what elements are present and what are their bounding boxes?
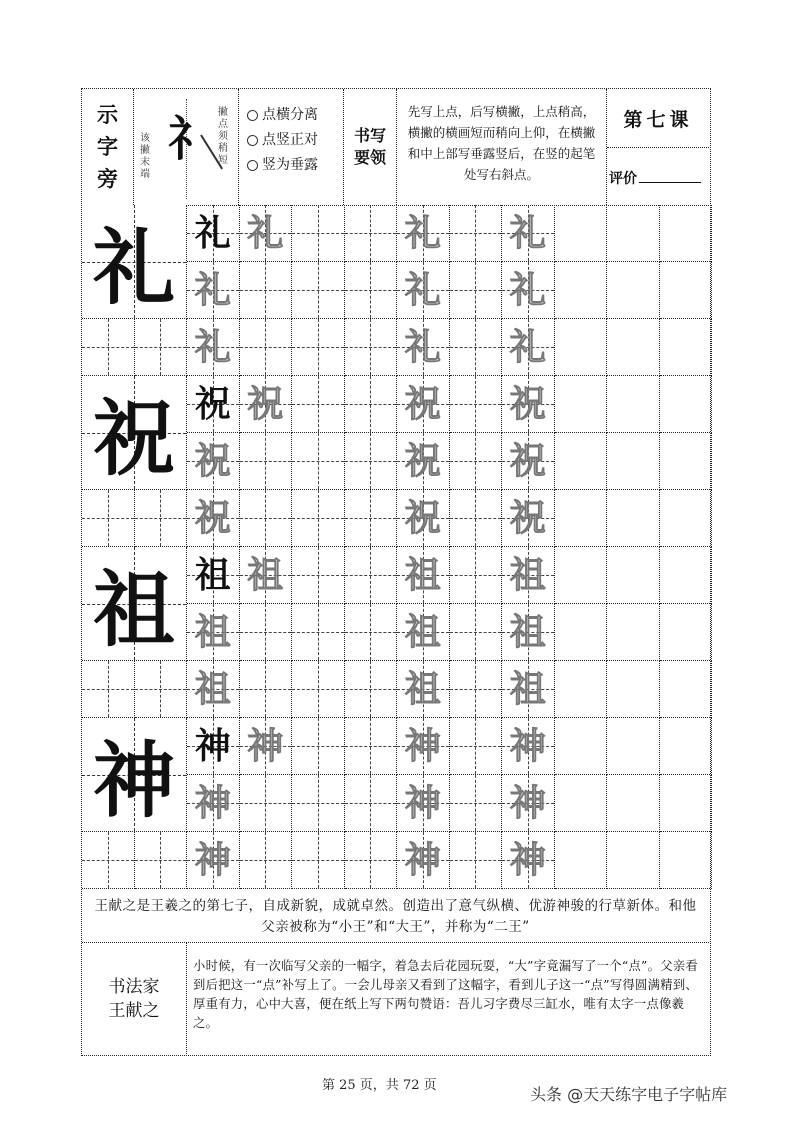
- practice-cell[interactable]: [345, 661, 398, 718]
- practice-cell[interactable]: [345, 490, 398, 547]
- practice-cell[interactable]: [555, 490, 608, 547]
- practice-cell[interactable]: [397, 376, 450, 433]
- practice-cell[interactable]: [397, 718, 450, 775]
- trace-character: 神: [247, 724, 284, 767]
- practice-cell[interactable]: [607, 832, 660, 889]
- practice-cell[interactable]: [292, 775, 345, 832]
- practice-cell[interactable]: [450, 205, 503, 262]
- practice-cell[interactable]: [187, 832, 240, 889]
- practice-cell[interactable]: [555, 205, 608, 262]
- calligrapher-intro: 王献之是王羲之的第七子，自成新貌，成就卓然。创造出了意气纵横、优游神骏的行草新体。和他父亲被称为“小王”和“大王”，并称为“二王”: [82, 889, 709, 943]
- trace-character: 祖: [404, 610, 441, 653]
- practice-cell[interactable]: [607, 205, 660, 262]
- practice-cell[interactable]: [502, 832, 555, 889]
- practice-cell[interactable]: [187, 433, 240, 490]
- practice-cell[interactable]: [135, 661, 188, 718]
- practice-cell[interactable]: [397, 604, 450, 661]
- practice-cell[interactable]: [397, 262, 450, 319]
- practice-cell[interactable]: [187, 376, 240, 433]
- practice-cell[interactable]: [397, 205, 450, 262]
- practice-cell[interactable]: [135, 832, 188, 889]
- lesson-title: 第七课: [607, 89, 709, 148]
- model-character: 祖: [92, 562, 175, 658]
- practice-cell[interactable]: [660, 205, 713, 262]
- trace-character: 祖: [509, 553, 546, 596]
- practice-cell[interactable]: [292, 433, 345, 490]
- trace-character: 礼: [509, 325, 546, 368]
- worksheet-header: [82, 89, 709, 206]
- practice-cell[interactable]: [502, 604, 555, 661]
- practice-cell[interactable]: [502, 433, 555, 490]
- practice-cell[interactable]: [397, 433, 450, 490]
- example-character: 祖: [194, 553, 231, 596]
- practice-cell[interactable]: [345, 547, 398, 604]
- practice-cell[interactable]: [607, 433, 660, 490]
- trace-character: 神: [404, 781, 441, 824]
- watermark: 头条 @天天练字电子字帖库: [530, 1085, 728, 1104]
- bio-label-line: 书法家: [108, 976, 160, 997]
- model-character: 祝: [92, 391, 175, 487]
- practice-cell[interactable]: [240, 262, 293, 319]
- trace-character: 祝: [194, 496, 231, 539]
- practice-cell[interactable]: [345, 433, 398, 490]
- practice-cell[interactable]: [345, 376, 398, 433]
- trace-character: 神: [509, 781, 546, 824]
- tip-text: 竖为垂露: [262, 157, 318, 173]
- practice-cell[interactable]: [397, 547, 450, 604]
- practice-cell[interactable]: [240, 490, 293, 547]
- practice-cell[interactable]: [345, 775, 398, 832]
- practice-cell[interactable]: [555, 661, 608, 718]
- practice-cell[interactable]: [397, 775, 450, 832]
- practice-cell[interactable]: [660, 775, 713, 832]
- model-character: 神: [92, 733, 175, 829]
- practice-cell[interactable]: [397, 832, 450, 889]
- practice-cell[interactable]: [502, 661, 555, 718]
- practice-cell[interactable]: [397, 490, 450, 547]
- practice-cell[interactable]: [607, 775, 660, 832]
- practice-cell[interactable]: [555, 376, 608, 433]
- trace-character: 神: [509, 838, 546, 881]
- practice-cell[interactable]: [135, 490, 188, 547]
- circle-bullet-icon: [247, 110, 258, 121]
- practice-cell[interactable]: [660, 433, 713, 490]
- practice-cell[interactable]: [240, 775, 293, 832]
- practice-cell[interactable]: [240, 718, 293, 775]
- radical-name-char: 字: [97, 134, 118, 159]
- practice-cell[interactable]: [240, 319, 293, 376]
- practice-cell[interactable]: [502, 775, 555, 832]
- practice-cell[interactable]: [502, 718, 555, 775]
- writing-tips: [239, 89, 344, 205]
- model-character-cell: [82, 376, 187, 490]
- practice-cell[interactable]: [240, 547, 293, 604]
- practice-cell[interactable]: [82, 661, 135, 718]
- trace-character: 礼: [509, 268, 546, 311]
- trace-character: 祝: [404, 496, 441, 539]
- trace-character: 祖: [404, 667, 441, 710]
- trace-character: 礼: [194, 268, 231, 311]
- practice-cell[interactable]: [292, 376, 345, 433]
- trace-character: 祖: [509, 667, 546, 710]
- radical-name: [82, 89, 134, 205]
- trace-character: 神: [404, 838, 441, 881]
- practice-cell[interactable]: [607, 319, 660, 376]
- practice-cell[interactable]: [397, 661, 450, 718]
- practice-cell[interactable]: [555, 832, 608, 889]
- practice-cell[interactable]: [555, 547, 608, 604]
- practice-cell[interactable]: [292, 205, 345, 262]
- practice-cell[interactable]: [502, 319, 555, 376]
- practice-cell[interactable]: [502, 547, 555, 604]
- radical-glyph: 礻: [168, 111, 217, 167]
- bio-label-line: 王献之: [108, 1000, 160, 1021]
- radical-name-char: 示: [97, 102, 118, 127]
- radical-note-right: 撇点须稍短: [218, 107, 228, 166]
- practice-cell[interactable]: [135, 319, 188, 376]
- practice-cell[interactable]: [555, 718, 608, 775]
- page-number: 第 25 页，共 72 页: [322, 1078, 437, 1093]
- practice-cell[interactable]: [345, 262, 398, 319]
- practice-cell[interactable]: [450, 604, 503, 661]
- practice-cell[interactable]: [292, 547, 345, 604]
- practice-cell[interactable]: [187, 205, 240, 262]
- trace-character: 祝: [404, 382, 441, 425]
- practice-cell[interactable]: [660, 604, 713, 661]
- practice-cell[interactable]: [607, 661, 660, 718]
- bio-label: [82, 943, 187, 1054]
- practice-cell[interactable]: [607, 604, 660, 661]
- practice-cell[interactable]: [82, 490, 135, 547]
- trace-character: 祝: [194, 439, 231, 482]
- practice-cell[interactable]: [450, 547, 503, 604]
- practice-cell[interactable]: [240, 832, 293, 889]
- practice-cell[interactable]: [187, 547, 240, 604]
- tip-text: 点横分离: [262, 107, 318, 123]
- practice-cell[interactable]: [292, 490, 345, 547]
- tip-item: [247, 128, 343, 153]
- practice-cell[interactable]: [240, 604, 293, 661]
- trace-character: 神: [509, 724, 546, 767]
- radical-note-left: 该撇末端: [140, 133, 150, 180]
- practice-cell[interactable]: [607, 490, 660, 547]
- trace-character: 祖: [194, 667, 231, 710]
- practice-cell[interactable]: [450, 718, 503, 775]
- practice-cell[interactable]: [607, 262, 660, 319]
- practice-cell[interactable]: [450, 376, 503, 433]
- practice-cell[interactable]: [240, 433, 293, 490]
- practice-cell[interactable]: [450, 262, 503, 319]
- evaluation-label: 评价: [609, 171, 637, 187]
- practice-cell[interactable]: [555, 433, 608, 490]
- trace-character: 神: [194, 781, 231, 824]
- model-character: 礼: [92, 220, 175, 316]
- practice-cell[interactable]: [660, 661, 713, 718]
- trace-character: 神: [194, 838, 231, 881]
- trace-character: 礼: [404, 325, 441, 368]
- trace-character: 礼: [509, 211, 546, 254]
- example-character: 礼: [194, 211, 231, 254]
- bio-story: 小时候，有一次临写父亲的一幅字，着急去后花园玩耍，“大”字竟漏写了一个“点”。父亲看到后把这一“点”补写上了。一会儿母亲又看到了这幅字，看到儿子这一“点”写得圆满精到、厚重有力，心中大喜，便在纸上写下两句赞语：吾儿习字费尽三缸水，唯有太字一点像羲之。: [193, 959, 699, 1030]
- trace-character: 礼: [247, 211, 284, 254]
- trace-character: 礼: [404, 268, 441, 311]
- model-character-cell: [82, 547, 187, 661]
- evaluation-blank[interactable]: [639, 182, 701, 183]
- practice-cell[interactable]: [555, 604, 608, 661]
- practice-cell[interactable]: [660, 376, 713, 433]
- practice-cell[interactable]: [187, 661, 240, 718]
- practice-cell[interactable]: [450, 319, 503, 376]
- practice-cell[interactable]: [660, 718, 713, 775]
- practice-cell[interactable]: [450, 832, 503, 889]
- practice-cell[interactable]: [292, 661, 345, 718]
- key-label-line: 要领: [353, 148, 386, 167]
- lesson-box: [607, 89, 709, 205]
- practice-cell[interactable]: [555, 319, 608, 376]
- practice-cell[interactable]: [82, 832, 135, 889]
- practice-cell[interactable]: [187, 319, 240, 376]
- radical-name-char: 旁: [97, 166, 118, 191]
- trace-character: 神: [404, 724, 441, 767]
- practice-cell[interactable]: [187, 604, 240, 661]
- practice-cell[interactable]: [660, 490, 713, 547]
- evaluation-field: [607, 148, 709, 188]
- practice-cell[interactable]: [502, 262, 555, 319]
- practice-cell[interactable]: [345, 718, 398, 775]
- practice-cell[interactable]: [187, 775, 240, 832]
- practice-cell[interactable]: [660, 319, 713, 376]
- practice-cell[interactable]: [450, 433, 503, 490]
- practice-cell[interactable]: [555, 262, 608, 319]
- radical-diagram: [134, 89, 239, 205]
- practice-cell[interactable]: [450, 490, 503, 547]
- practice-cell[interactable]: [240, 205, 293, 262]
- trace-character: 祖: [404, 553, 441, 596]
- model-character-cell: [82, 718, 187, 832]
- tip-text: 点竖正对: [262, 132, 318, 148]
- tip-item: [247, 103, 343, 128]
- practice-cell[interactable]: [555, 775, 608, 832]
- trace-character: 祝: [404, 439, 441, 482]
- circle-bullet-icon: [247, 135, 258, 146]
- practice-cell[interactable]: [607, 376, 660, 433]
- trace-character: 祖: [247, 553, 284, 596]
- trace-character: 祝: [509, 382, 546, 425]
- practice-cell[interactable]: [292, 604, 345, 661]
- example-character: 神: [194, 724, 231, 767]
- trace-character: 祖: [194, 610, 231, 653]
- practice-cell[interactable]: [607, 718, 660, 775]
- practice-cell[interactable]: [187, 262, 240, 319]
- practice-cell[interactable]: [345, 832, 398, 889]
- trace-character: 礼: [404, 211, 441, 254]
- practice-cell[interactable]: [450, 661, 503, 718]
- practice-cell[interactable]: [660, 262, 713, 319]
- practice-cell[interactable]: [502, 376, 555, 433]
- trace-character: 祖: [509, 610, 546, 653]
- trace-character: 祝: [247, 382, 284, 425]
- practice-cell[interactable]: [292, 718, 345, 775]
- practice-cell[interactable]: [292, 262, 345, 319]
- trace-character: 礼: [194, 325, 231, 368]
- practice-cell[interactable]: [607, 547, 660, 604]
- worksheet: [81, 88, 711, 1056]
- practice-cell[interactable]: [502, 490, 555, 547]
- practice-cell[interactable]: [345, 205, 398, 262]
- practice-cell[interactable]: [345, 319, 398, 376]
- practice-grid: [82, 205, 709, 889]
- practice-cell[interactable]: [502, 205, 555, 262]
- practice-cell[interactable]: [397, 319, 450, 376]
- practice-cell[interactable]: [187, 490, 240, 547]
- practice-cell[interactable]: [345, 604, 398, 661]
- model-character-cell: [82, 205, 187, 319]
- practice-cell[interactable]: [240, 376, 293, 433]
- practice-cell[interactable]: [660, 832, 713, 889]
- practice-cell[interactable]: [187, 718, 240, 775]
- practice-cell[interactable]: [292, 319, 345, 376]
- writing-key-label: [344, 89, 397, 205]
- practice-cell[interactable]: [660, 547, 713, 604]
- trace-character: 祝: [509, 439, 546, 482]
- practice-cell[interactable]: [450, 775, 503, 832]
- practice-cell[interactable]: [292, 832, 345, 889]
- tip-item: [247, 153, 343, 178]
- practice-cell[interactable]: [240, 661, 293, 718]
- practice-cell[interactable]: [82, 319, 135, 376]
- writing-description: 先写上点，后写横撇，上点稍高，横撇的横画短而稍向上仰，在横撇和中上部写垂露竖后，在竖的起笔处写右斜点。: [397, 89, 607, 205]
- key-label-line: 书写: [353, 126, 386, 145]
- trace-character: 祝: [509, 496, 546, 539]
- example-character: 祝: [194, 382, 231, 425]
- circle-bullet-icon: [247, 160, 258, 171]
